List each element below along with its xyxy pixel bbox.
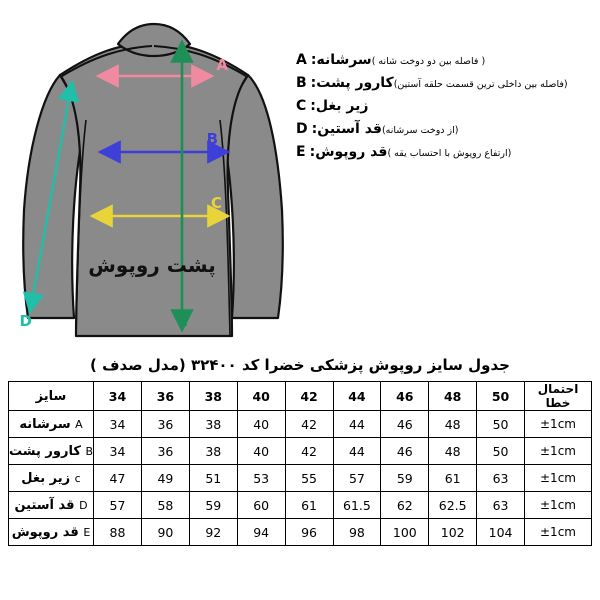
row-label (9, 519, 94, 546)
measurement-legend (292, 52, 592, 167)
value-cell: 57 (333, 465, 381, 492)
size-header-cell: 38 (189, 382, 237, 411)
size-label-header: سایز (9, 382, 94, 411)
svg-text:C: C (210, 194, 222, 212)
value-cell: 50 (477, 411, 525, 438)
value-cell: 49 (142, 465, 190, 492)
row-letter: B (85, 444, 93, 458)
table-row (9, 519, 592, 546)
value-cell: 94 (237, 519, 285, 546)
size-header-cell: 34 (94, 382, 142, 411)
value-cell: 50 (477, 438, 525, 465)
error-cell: ±1cm (525, 438, 592, 465)
size-header-cell: 36 (142, 382, 190, 411)
garment-label: پشت روپوش (88, 253, 216, 277)
value-cell: 44 (333, 411, 381, 438)
value-cell: 96 (285, 519, 333, 546)
value-cell: 92 (189, 519, 237, 546)
value-cell: 40 (237, 438, 285, 465)
value-cell: 61 (429, 465, 477, 492)
value-cell: 62.5 (429, 492, 477, 519)
row-label (9, 411, 94, 438)
error-cell: ±1cm (525, 465, 592, 492)
value-cell: 62 (381, 492, 429, 519)
row-letter: A (75, 417, 83, 431)
value-cell: 53 (237, 465, 285, 492)
legend-title: قد روپوش (315, 144, 388, 160)
row-title: سرشانه (19, 416, 71, 432)
row-letter: c (74, 471, 81, 485)
legend-key: D (296, 121, 308, 137)
legend-colon: : (311, 121, 318, 137)
value-cell: 63 (477, 465, 525, 492)
error-cell: ±1cm (525, 411, 592, 438)
row-title: قد روپوش (11, 524, 79, 540)
legend-note: ( فاصله بین دو دوخت شانه ) (371, 56, 486, 67)
row-letter: D (79, 498, 88, 512)
table-row (9, 465, 592, 492)
value-cell: 100 (381, 519, 429, 546)
legend-note: (از دوخت سرشانه) (381, 125, 459, 136)
legend-item (292, 121, 592, 137)
value-cell: 48 (429, 438, 477, 465)
value-cell: 55 (285, 465, 333, 492)
value-cell: 60 (237, 492, 285, 519)
table-row (9, 438, 592, 465)
size-header-cell: 50 (477, 382, 525, 411)
value-cell: 47 (94, 465, 142, 492)
table-header-row (9, 382, 592, 411)
size-header-cell: 48 (429, 382, 477, 411)
legend-title: کارور پشت (316, 75, 394, 91)
value-cell: 59 (381, 465, 429, 492)
size-header-cell: 40 (237, 382, 285, 411)
svg-text:A: A (216, 56, 228, 74)
svg-text:B: B (206, 130, 218, 148)
value-cell: 98 (333, 519, 381, 546)
value-cell: 57 (94, 492, 142, 519)
legend-title: سرشانه (316, 52, 372, 68)
value-cell: 59 (189, 492, 237, 519)
row-label (9, 465, 94, 492)
legend-title: قد آستین (317, 121, 382, 137)
value-cell: 51 (189, 465, 237, 492)
legend-item (292, 144, 592, 160)
row-title: کارور پشت (9, 443, 81, 459)
value-cell: 46 (381, 438, 429, 465)
legend-key: B (296, 75, 307, 91)
row-title: زیر بغل (21, 470, 71, 486)
legend-key: C (296, 98, 307, 114)
legend-colon: : (309, 144, 316, 160)
value-cell: 36 (142, 411, 190, 438)
legend-note: (ارتفاع روپوش با احتساب یقه ) (387, 148, 512, 159)
size-header-cell: 44 (333, 382, 381, 411)
value-cell: 44 (333, 438, 381, 465)
value-cell: 38 (189, 411, 237, 438)
value-cell: 46 (381, 411, 429, 438)
value-cell: 61 (285, 492, 333, 519)
value-cell: 88 (94, 519, 142, 546)
svg-text:D: D (19, 312, 32, 330)
jacket-illustration (23, 24, 283, 336)
table-row (9, 411, 592, 438)
table-title: جدول سایز روپوش پزشکی خضرا کد ۳۲۴۰۰ (مدل صدف ) (90, 356, 510, 374)
value-cell: 90 (142, 519, 190, 546)
svg-text:E: E (177, 312, 188, 330)
value-cell: 38 (189, 438, 237, 465)
row-label (9, 492, 94, 519)
value-cell: 61.5 (333, 492, 381, 519)
value-cell: 102 (429, 519, 477, 546)
legend-key: A (296, 52, 307, 68)
value-cell: 34 (94, 411, 142, 438)
size-table-section (0, 352, 600, 546)
table-row (9, 492, 592, 519)
value-cell: 58 (142, 492, 190, 519)
legend-colon: : (310, 75, 317, 91)
legend-item (292, 98, 592, 114)
legend-item (292, 75, 592, 91)
error-cell: ±1cm (525, 492, 592, 519)
value-cell: 104 (477, 519, 525, 546)
row-letter: E (83, 525, 91, 539)
error-column-header: احتمال خطا (525, 382, 592, 411)
value-cell: 36 (142, 438, 190, 465)
value-cell: 63 (477, 492, 525, 519)
size-table (8, 381, 592, 546)
legend-note: (فاصله بین داخلی ترین قسمت حلقه آستین) (393, 79, 568, 90)
value-cell: 34 (94, 438, 142, 465)
legend-colon: : (310, 52, 317, 68)
legend-title: زیر بغل (315, 98, 369, 114)
row-label (9, 438, 94, 465)
value-cell: 40 (237, 411, 285, 438)
value-cell: 42 (285, 438, 333, 465)
size-header-cell: 42 (285, 382, 333, 411)
legend-key: E (296, 144, 306, 160)
legend-item (292, 52, 592, 68)
legend-colon: : (310, 98, 316, 114)
value-cell: 42 (285, 411, 333, 438)
error-cell: ±1cm (525, 519, 592, 546)
value-cell: 48 (429, 411, 477, 438)
row-title: قد آستین (14, 497, 75, 513)
size-header-cell: 46 (381, 382, 429, 411)
